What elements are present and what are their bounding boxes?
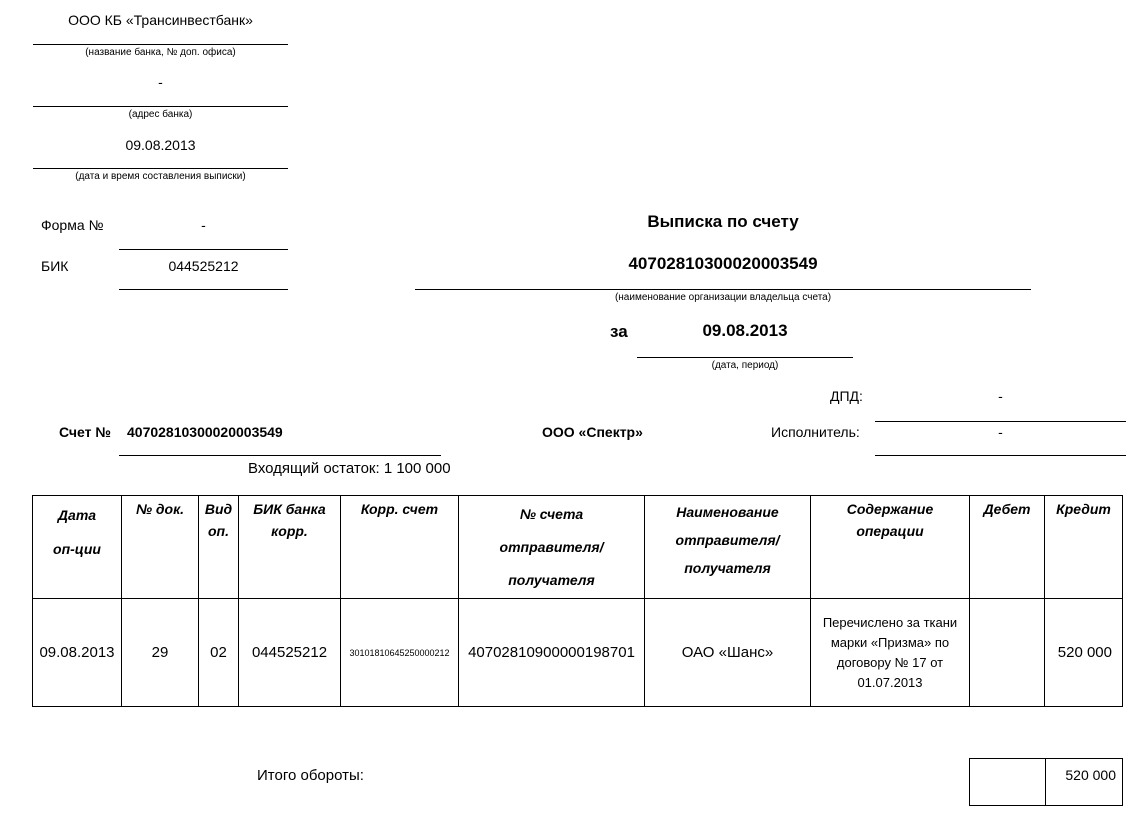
totals-label: Итого обороты:	[257, 767, 364, 784]
cell-credit: 520 000	[1045, 599, 1123, 707]
col-header-op: Вид оп.	[199, 496, 239, 599]
divider	[119, 289, 288, 290]
executor-value: -	[998, 424, 1003, 440]
opening-balance: Входящий остаток: 1 100 000	[248, 460, 451, 477]
cell-op: 02	[199, 599, 239, 707]
za-label: за	[610, 322, 628, 341]
bank-name-caption: (название банка, № доп. офиса)	[85, 47, 236, 58]
divider	[637, 357, 853, 358]
statement-date: 09.08.2013	[125, 137, 196, 153]
col-header-bik: БИК банка корр.	[239, 496, 341, 599]
divider	[119, 249, 288, 250]
cell-doc: 29	[122, 599, 199, 707]
totals-debit	[969, 758, 1046, 806]
statement-period: 09.08.2013	[702, 321, 788, 340]
bik-value: 044525212	[168, 258, 239, 274]
col-header-account: № счета отправителя/ получателя	[459, 496, 645, 599]
col-header-corr: Корр. счет	[341, 496, 459, 599]
totals-credit	[1045, 758, 1123, 806]
cell-bik: 044525212	[239, 599, 341, 707]
table-header-row	[33, 496, 1123, 599]
statement-account-caption: (наименование организации владельца счета)	[614, 292, 832, 303]
col-header-doc: № док.	[122, 496, 199, 599]
bank-name: ООО КБ «Трансинвестбанк»	[68, 12, 253, 28]
divider	[33, 106, 288, 107]
dpd-label: ДПД:	[830, 388, 863, 404]
statement-title: Выписка по счету	[647, 212, 799, 231]
bank-address: -	[158, 74, 163, 90]
account-label: Счет №	[59, 424, 112, 440]
cell-account: 40702810900000198701	[459, 599, 645, 707]
divider	[415, 289, 1031, 290]
col-header-debit: Дебет	[970, 496, 1045, 599]
form-label: Форма №	[41, 217, 104, 233]
divider	[119, 455, 441, 456]
account-number: 40702810300020003549	[127, 424, 283, 440]
col-header-name: Наименование отправителя/ получателя	[645, 496, 811, 599]
dpd-value: -	[998, 388, 1003, 404]
divider	[875, 455, 1126, 456]
cell-corr: 30101810645250000212	[341, 599, 459, 707]
col-header-credit: Кредит	[1045, 496, 1123, 599]
cell-desc: Перечислено за ткани марки «Призма» по договору № 17 от 01.07.2013	[811, 599, 970, 707]
form-value: -	[201, 217, 206, 233]
cell-debit	[970, 599, 1045, 707]
operations-table	[32, 495, 1123, 707]
account-org: ООО «Спектр»	[542, 424, 643, 440]
cell-date: 09.08.2013	[33, 599, 122, 707]
statement-date-caption: (дата и время составления выписки)	[75, 171, 246, 182]
divider	[33, 168, 288, 169]
cell-name: ОАО «Шанс»	[645, 599, 811, 707]
executor-label: Исполнитель:	[771, 424, 860, 440]
table-row	[33, 599, 1123, 707]
divider	[875, 421, 1126, 422]
bik-label: БИК	[41, 258, 69, 274]
totals-credit-value: 520 000	[1065, 767, 1116, 783]
bank-address-caption: (адрес банка)	[128, 109, 193, 120]
col-header-desc: Содержание операции	[811, 496, 970, 599]
statement-account: 40702810300020003549	[628, 254, 818, 273]
statement-period-caption: (дата, период)	[711, 360, 779, 371]
divider	[33, 44, 288, 45]
col-header-date: Дата оп-ции	[33, 496, 122, 599]
